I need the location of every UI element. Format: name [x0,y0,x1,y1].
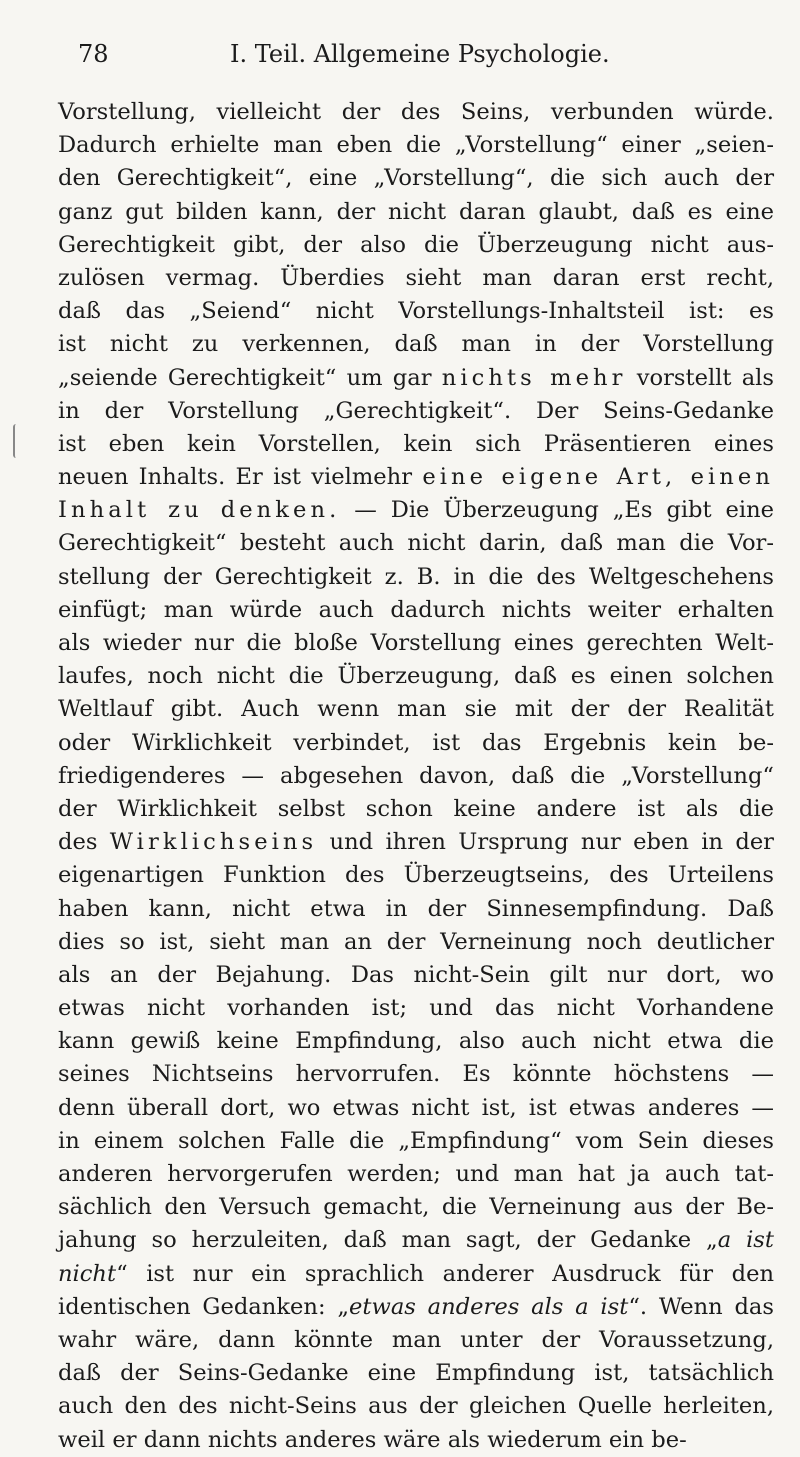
text-segment: Weltlauf gibt. Auch wenn man sie mit der der Realität [58,696,774,723]
text-segment: eigenartigen Funktion des Überzeugtseins, des Urteilens [58,862,774,889]
text-segment: kann gewiß keine Empfindung, also auch nicht etwa die [58,1028,774,1055]
text-line [58,494,774,527]
text-line [58,461,774,494]
spaced-emphasis: Wirklichseins [109,829,318,856]
page-number: 78 [78,40,109,68]
text-line [58,1390,774,1423]
spaced-emphasis: eine eigene Art, einen [422,464,774,491]
text-line [58,926,774,959]
text-line [58,1258,774,1291]
text-segment: als wieder nur die bloße Vorstellung eines gerechten Welt- [58,630,774,656]
text-line [58,395,774,428]
text-segment: in der Vorstellung „Gerechtigkeit“. Der Seins-Gedanke [58,397,774,424]
text-line [58,1357,774,1390]
italic-emphasis: etwas anderes als a ist [349,1293,629,1320]
text-line [58,1058,774,1091]
text-segment: zulösen vermag. Überdies sieht man daran erst recht, [58,264,774,291]
text-segment: vorstellt als [626,364,774,391]
text-segment: sächlich den Versuch gemacht, die Verneinung aus der Be- [58,1194,774,1221]
text-segment: daß das „Seiend“ nicht Vorstellungs-Inhaltsteil ist: es [58,298,774,325]
text-segment: haben kann, nicht etwa in der Sinnesempfindung. Daß [58,895,774,922]
text-segment: seines Nichtseins hervorrufen. Es könnte höchstens — [58,1061,774,1088]
text-line [58,1092,774,1125]
text-line [58,893,774,926]
text-line [58,1125,774,1158]
text-segment: Dadurch erhielte man eben die „Vorstellung“ einer „seien- [58,132,774,159]
text-segment: den Gerechtigkeit“, eine „Vorstellung“, die sich auch der [58,165,774,192]
italic-emphasis: nicht [58,1260,117,1287]
margin-bracket-mark [13,424,19,458]
text-line [58,1025,774,1058]
page-header [78,40,752,80]
text-line [58,561,774,594]
body-text [58,96,774,1457]
text-segment: laufes, noch nicht die Überzeugung, daß es einen solchen [58,663,774,690]
text-line [58,96,774,129]
text-line [58,129,774,162]
text-segment: einfügt; man würde auch dadurch nichts weiter erhalten [58,596,774,623]
text-line [58,1158,774,1191]
text-line [58,1324,774,1357]
text-segment: friedigenderes — abgesehen davon, daß die „Vorstellung“ [58,762,774,789]
text-segment: neuen Inhalts. Er ist vielmehr [58,464,423,491]
text-line [58,1191,774,1224]
text-line [58,627,774,660]
text-line [58,262,774,295]
text-segment: wahr wäre, dann könnte man unter der Voraussetzung, [58,1326,774,1353]
text-line [58,826,774,859]
text-segment: anderen hervorgerufen werden; und man hat ja auch tat- [58,1161,774,1187]
italic-emphasis: a ist [717,1227,774,1254]
text-line [58,992,774,1025]
text-segment: der Wirklichkeit selbst schon keine andere ist als die [58,795,774,822]
text-line [58,328,774,361]
text-segment: weil er dann nichts anderes wäre als wiederum ein be- [58,1426,687,1453]
text-line [58,362,774,395]
text-segment: oder Wirklichkeit verbindet, ist das Ergebnis kein be- [58,729,774,756]
text-segment: als an der Bejahung. Das nicht-Sein gilt nur dort, wo [58,961,774,988]
text-line [58,1291,774,1324]
text-segment: jahung so herzuleiten, daß man sagt, der Gedanke „ [58,1227,718,1254]
text-segment: identischen Gedanken: „ [58,1293,350,1320]
text-line [58,727,774,760]
text-segment: in einem solchen Falle die „Empfindung“ vom Sein dieses [58,1127,774,1154]
text-segment: und ihren Ursprung nur eben in der [317,829,774,856]
text-segment: ist eben kein Vorstellen, kein sich Präsentieren eines [58,430,774,457]
text-line [58,793,774,826]
text-segment: auch den des nicht-Seins aus der gleichen Quelle herleiten, [58,1393,774,1420]
text-segment: ganz gut bilden kann, der nicht daran glaubt, daß es eine [58,198,774,225]
text-segment: „seiende Gerechtigkeit“ um gar [58,364,442,391]
text-segment: “. Wenn das [628,1293,774,1320]
spaced-emphasis: Inhalt zu denken. [58,497,341,524]
text-segment: ist nicht zu verkennen, daß man in der Vorstellung [58,331,774,358]
text-line [58,428,774,461]
text-segment: dies so ist, sieht man an der Verneinung noch deutlicher [58,928,774,955]
text-segment: denn überall dort, wo etwas nicht ist, ist etwas anderes — [58,1094,774,1121]
spaced-emphasis: nichts mehr [441,364,627,391]
text-line [58,760,774,793]
text-line [58,859,774,892]
text-segment: “ ist nur ein sprachlich anderer Ausdruck für den [116,1260,774,1287]
text-line [58,1224,774,1257]
text-line [58,693,774,726]
text-line [58,196,774,229]
text-segment: etwas nicht vorhanden ist; und das nicht Vorhandene [58,995,774,1022]
text-segment: Gerechtigkeit“ besteht auch nicht darin, daß man die Vor- [58,530,774,557]
text-line [58,1424,774,1457]
text-line [58,660,774,693]
text-line [58,229,774,262]
text-segment: stellung der Gerechtigkeit z. B. in die des Weltgeschehens [58,563,774,590]
text-line [58,959,774,992]
text-line [58,594,774,627]
running-head: I. Teil. Allgemeine Psychologie. [230,40,610,68]
text-line [58,162,774,195]
text-segment: des [58,829,110,856]
text-segment: daß der Seins-Gedanke eine Empfindung ist, tatsächlich [58,1360,774,1387]
text-line [58,295,774,328]
text-line [58,527,774,560]
text-segment: — Die Überzeugung „Es gibt eine [340,497,774,524]
text-segment: Gerechtigkeit gibt, der also die Überzeugung nicht aus- [58,231,774,258]
text-segment: Vorstellung, vielleicht der des Seins, verbunden würde. [58,99,774,125]
